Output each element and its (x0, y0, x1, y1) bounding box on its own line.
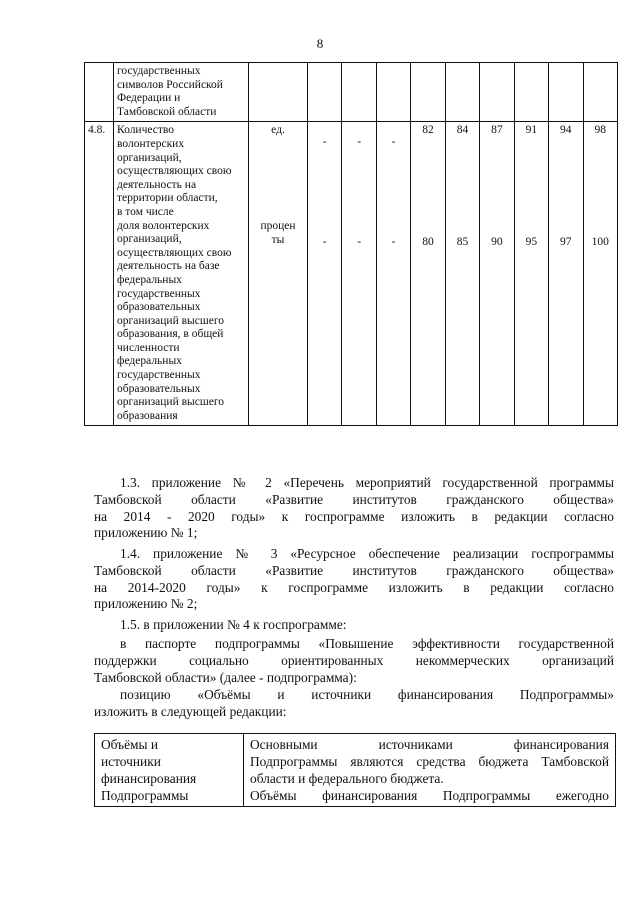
value-text: 90 (491, 235, 503, 248)
passport-value-cell (244, 734, 616, 807)
cell-text: организаций высшего (117, 314, 225, 327)
value-cell (376, 122, 410, 426)
value-text: 98 (594, 124, 606, 137)
value-text: 85 (456, 235, 469, 248)
cell-text: области и федерального бюджета. (250, 771, 444, 786)
cell-text: Тамбовской области (117, 105, 217, 118)
table-row (85, 63, 618, 122)
text-line: Тамбовской области» (далее - подпрограмма): (94, 669, 357, 685)
text-line: 1.5. в приложении № 4 к госпрограмме: (120, 617, 347, 632)
cell-text: финансирования (101, 771, 197, 786)
value-text: 95 (525, 235, 538, 248)
paragraph-passport (94, 636, 614, 686)
value-text: - (357, 235, 362, 248)
value-text: 91 (525, 124, 538, 137)
value-cell (514, 122, 548, 426)
cell-text: Количество (117, 124, 174, 137)
value-text: - (357, 136, 362, 149)
cell-text: источники (101, 754, 161, 769)
table-cell (514, 63, 548, 122)
cell-text: символов Российской (117, 78, 223, 91)
cell-text: государственных (117, 369, 201, 382)
cell-text: государственных (117, 65, 201, 77)
table-row (95, 734, 616, 807)
cell-text: в том числе (117, 205, 174, 218)
table-cell (411, 63, 445, 122)
value-text: - (391, 235, 396, 248)
row-number: 4.8. (85, 122, 114, 426)
cell-text: осуществляющих свою (117, 165, 232, 178)
cell-text: организаций, (117, 151, 182, 164)
table-cell (308, 63, 342, 122)
value-text: 87 (491, 124, 503, 137)
cell-text: государственных (117, 287, 201, 300)
paragraph-1-5 (94, 617, 614, 634)
text-line: изложить в следующей редакции: (94, 703, 287, 719)
table-cell (249, 63, 308, 122)
spacer (252, 138, 304, 220)
table-cell (342, 63, 376, 122)
cell-text: Подпрограммы являются средства бюджета Тамбовской (250, 754, 609, 769)
text-line: Тамбовской области «Развитие институтов гражданского общества» (94, 491, 614, 507)
value-cell (549, 122, 583, 426)
cell-text: деятельность на (117, 178, 197, 191)
value-cell (308, 122, 342, 426)
indicators-table (84, 62, 618, 426)
cell-text: Основными источниками финансирования (250, 737, 609, 752)
cell-text: федеральных (117, 355, 182, 368)
value-text: 80 (422, 235, 434, 248)
cell-text: федеральных (117, 273, 182, 286)
cell-text: осуществляющих свою (117, 246, 232, 259)
unit-text: ты (271, 233, 285, 246)
text-line: Тамбовской области «Развитие институтов гражданского общества» (94, 562, 614, 578)
cell-text: образования (117, 409, 178, 422)
cell-text: образовательных (117, 382, 201, 395)
cell-text: Подпрограммы (101, 788, 189, 803)
text-line: в паспорте подпрограммы «Повышение эффективности государственной (120, 636, 614, 651)
cell-text: волонтерских (117, 137, 185, 150)
text-line: приложению № 2; (94, 596, 198, 612)
value-cell (411, 122, 445, 426)
text-line: 1.3. приложение № 2 «Перечень мероприятий государственной программы (120, 475, 614, 490)
table-cell (85, 63, 114, 122)
cell-text: доля волонтерских (117, 219, 210, 232)
indicator-name-cell (114, 63, 249, 122)
table-cell (376, 63, 410, 122)
passport-table (94, 733, 616, 807)
cell-text: образования, в общей (117, 328, 224, 341)
paragraph-1-3 (94, 475, 614, 542)
paragraph-position (94, 687, 614, 721)
cell-text: территории области, (117, 192, 218, 205)
value-text: 97 (560, 235, 572, 248)
unit-text: ед. (271, 124, 285, 137)
text-line: приложению № 1; (94, 525, 198, 541)
unit-cell (249, 122, 308, 426)
table-cell (583, 63, 618, 122)
unit-text: процен (260, 219, 296, 232)
cell-text: организаций, (117, 233, 182, 246)
page-number: 8 (316, 36, 324, 51)
value-cell (342, 122, 376, 426)
cell-text: деятельность на базе (117, 260, 220, 273)
text-line: поддержки социально ориентированных некоммерческих организаций (94, 652, 614, 668)
value-text: - (322, 235, 327, 248)
cell-text: образовательных (117, 301, 201, 314)
table-row (85, 122, 618, 426)
value-text: 84 (456, 124, 469, 137)
cell-text: организаций высшего (117, 396, 225, 409)
value-text: - (322, 136, 327, 149)
value-cell (480, 122, 514, 426)
value-text: 82 (422, 124, 434, 137)
value-text: 100 (591, 235, 609, 248)
passport-label-cell (95, 734, 244, 807)
cell-text: Федерации и (117, 92, 181, 105)
cell-text: численности (117, 341, 180, 354)
value-text: 94 (560, 124, 572, 137)
text-line: на 2014-2020 годы» к госпрограмме изложить в редакции согласно (94, 579, 614, 595)
text-line: позицию «Объёмы и источники финансирования Подпрограммы» (120, 687, 614, 702)
cell-text: Объёмы финансирования Подпрограммы ежегодно (250, 788, 609, 803)
value-cell (445, 122, 479, 426)
value-text: - (391, 136, 396, 149)
paragraph-1-4 (94, 546, 614, 613)
text-line: 1.4. приложение № 3 «Ресурсное обеспечение реализации госпрограммы (120, 546, 614, 561)
value-cell (583, 122, 618, 426)
text-line: на 2014 - 2020 годы» к госпрограмме изложить в редакции согласно (94, 508, 614, 524)
table-cell (445, 63, 479, 122)
table-cell (549, 63, 583, 122)
cell-text: Объёмы и (101, 737, 159, 752)
indicator-name-cell (114, 122, 249, 426)
table-cell (480, 63, 514, 122)
